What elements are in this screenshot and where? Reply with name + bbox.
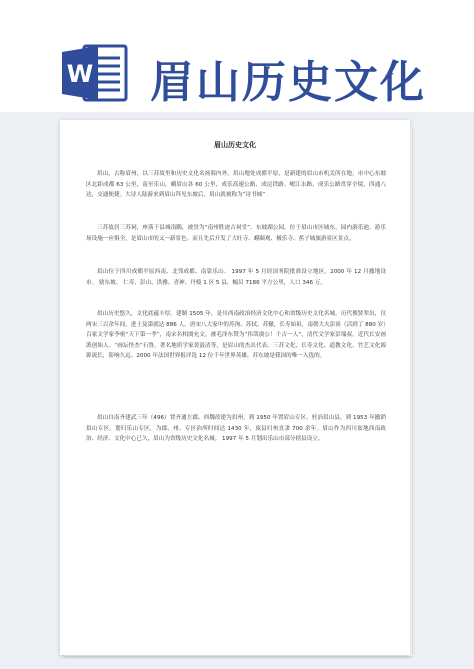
paragraph-2: 三苏故居三苏祠，座落于县城南隅，被誉为“南州胜迹古祠堂”。东坡湖公园，位于眉山市区城东，园内游乐池、游乐场设施一应俱全，是眉山市的又一新景色。而且先后开发了大旺寺、蟆颐观、极乐寺、蕉子城旅游景区景点。 [86,225,386,242]
paragraph-4: 眉山历史悠久，文化底蕴丰厚。建制 1505 年，是川西南政治经济文化中心和省级历史文化名城。历代俊贤辈出，仅两宋三百余年间，进士及第就达 886 人。唐宋八大家中的苏洵、苏轼、苏辙，长寿始祖，南朝大夫彭祖（活到了 880 岁）百家文学家李密“天下第一孝”，南宋名相虞允文，被毛泽东赞为“伟哉虞公！千古一人”，清代文学家彭端叔，近代长安画派创始人、“画坛怪杰”石鲁，著名地质学家黄汲清等，是眉山的杰出代表。三苏文化、长寿文化、道教文化、竹艺文化源源流长，影响久远。2000 年法国世界报评选 12 位千年世界英雄，苏东坡是我国的唯一入选的。 [86,311,386,360]
word-doc-icon [62,44,128,102]
paragraph-1: 眉山，古称眉州，以三苏故里和历史文化名扬海内外。眉山地处成都平原，是新建的眉山市机关所在地。市中心东坡区北距成都 63 公里，南至乐山，峨眉山各 60 公里，成乐高速公路、成昆铁路、岷江水路、成乐公路贯穿全境，四通八达，交通便捷。大诗人陆游来到眉山拜见东坡后，眉山就被称为“诗书城” [86,171,386,199]
paragraph-3: 眉山位于四川成都平原西南、北邻成都、南靠乐山。 1997 年 5 月经国务院批准设立地区，2000 年 12 月撤地设市。 辖东坡、 仁寿、彭山、洪雅、青神、丹棱 1 区 5 县，幅员 7186 平方公里，人口 346 万。 [86,269,386,286]
header-banner [0,0,474,112]
paragraph-5: 眉山自南齐建武三年（496）置齐通左郡，西魏改建为眉州，到 1950 年置眉山专区，驻治眉山县，到 1953 年撤销眉山专区，划归乐山专区，为郡、州、专区治所时间达 1430 年，废县归州直隶 700 余年。眉山作为四川盆地西南政治、经济、文化中心已久，眉山为省级历史文化名城。 1997 年 5 月划出乐山市部分辖县设立。 [86,415,386,443]
svg-text:W: W [66,60,94,88]
page-title: 眉山历史文化 [150,57,426,108]
document-page [60,120,410,655]
document-title: 眉山历史文化 [214,141,256,149]
